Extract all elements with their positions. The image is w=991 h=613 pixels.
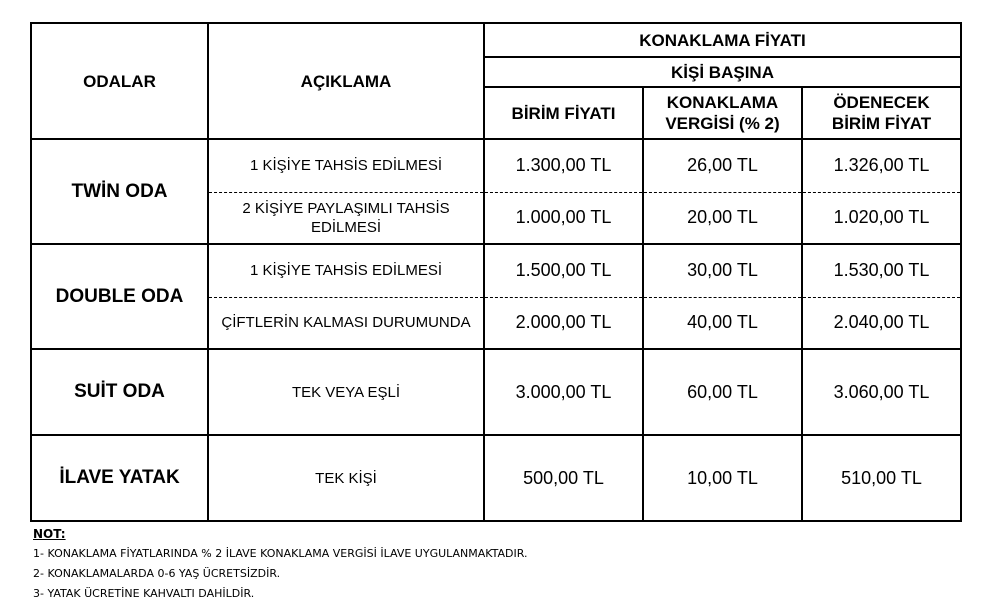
note-line: 3- YATAK ÜCRETİNE KAHVALTI DAHİLDİR. (33, 587, 255, 600)
row-payable: 1.530,00 TL (802, 244, 961, 297)
row-unit-price: 2.000,00 TL (484, 297, 643, 349)
row-tax: 40,00 TL (643, 297, 802, 349)
row-description: 1 KİŞİYE TAHSİS EDİLMESİ (208, 139, 484, 192)
row-payable: 510,00 TL (802, 435, 961, 521)
header-tax-line2: VERGİSİ (% 2) (665, 114, 780, 133)
row-unit-price: 3.000,00 TL (484, 349, 643, 435)
row-unit-price: 1.300,00 TL (484, 139, 643, 192)
row-tax: 30,00 TL (643, 244, 802, 297)
row-payable: 3.060,00 TL (802, 349, 961, 435)
row-tax: 20,00 TL (643, 192, 802, 244)
row-description: ÇİFTLERİN KALMASI DURUMUNDA (208, 297, 484, 349)
header-rooms: ODALAR (31, 23, 208, 139)
row-payable: 1.326,00 TL (802, 139, 961, 192)
price-table (30, 22, 962, 522)
row-payable: 1.020,00 TL (802, 192, 961, 244)
header-payable-price (802, 87, 961, 139)
row-description: 2 KİŞİYE PAYLAŞIMLI TAHSİS EDİLMESİ (208, 192, 484, 244)
row-description: TEK KİŞİ (208, 435, 484, 521)
table-row (31, 349, 961, 435)
header-description: AÇIKLAMA (208, 23, 484, 139)
notes-section (33, 527, 528, 607)
row-payable: 2.040,00 TL (802, 297, 961, 349)
header-accommodation-tax (643, 87, 802, 139)
note-line: 1- KONAKLAMA FİYATLARINDA % 2 İLAVE KONAKLAMA VERGİSİ İLAVE UYGULANMAKTADIR. (33, 547, 528, 560)
room-type-label: TWİN ODA (31, 139, 208, 244)
header-payable-line1: ÖDENECEK (833, 93, 930, 112)
row-tax: 26,00 TL (643, 139, 802, 192)
room-type-label: SUİT ODA (31, 349, 208, 435)
notes-title: NOT: (33, 527, 66, 541)
header-payable-line2: BİRİM FİYAT (831, 114, 932, 133)
header-per-person: KİŞİ BAŞINA (484, 57, 961, 87)
header-unit-price: BİRİM FİYATI (484, 87, 643, 139)
row-description: TEK VEYA EŞLİ (208, 349, 484, 435)
table-row (31, 139, 961, 192)
room-type-label: İLAVE YATAK (31, 435, 208, 521)
header-accommodation-price: KONAKLAMA FİYATI (484, 23, 961, 57)
table-row (31, 244, 961, 297)
note-line: 2- KONAKLAMALARDA 0-6 YAŞ ÜCRETSİZDİR. (33, 567, 281, 580)
row-tax: 60,00 TL (643, 349, 802, 435)
row-tax: 10,00 TL (643, 435, 802, 521)
table-row (31, 435, 961, 521)
header-tax-line1: KONAKLAMA (666, 93, 779, 112)
row-unit-price: 1.500,00 TL (484, 244, 643, 297)
row-unit-price: 1.000,00 TL (484, 192, 643, 244)
row-description: 1 KİŞİYE TAHSİS EDİLMESİ (208, 244, 484, 297)
room-type-label: DOUBLE ODA (31, 244, 208, 349)
row-unit-price: 500,00 TL (484, 435, 643, 521)
